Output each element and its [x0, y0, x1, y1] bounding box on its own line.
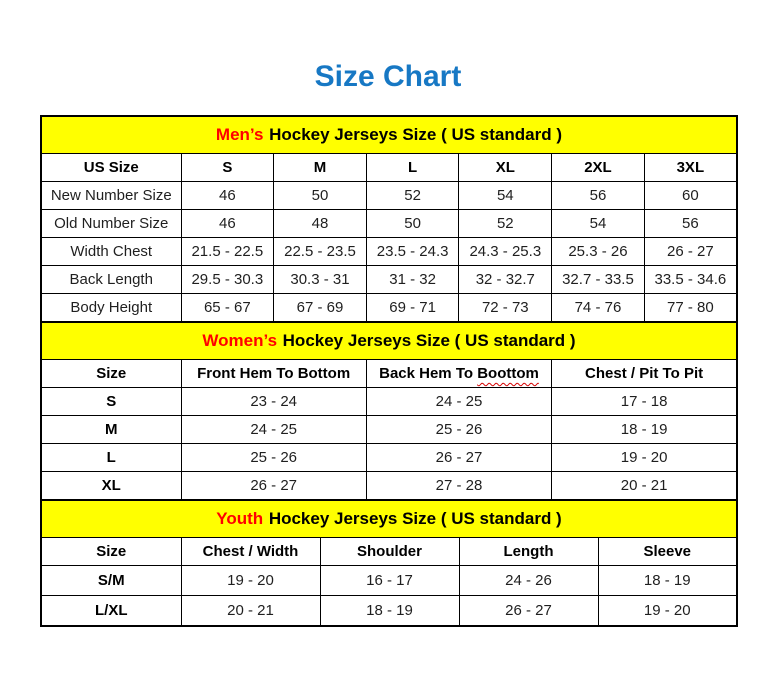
column-header: Size — [41, 360, 181, 388]
column-header: 2XL — [552, 154, 645, 182]
section-header-mens — [41, 116, 737, 154]
cell-value: 19 - 20 — [181, 566, 320, 596]
column-header: Size — [41, 538, 181, 566]
row-label: Width Chest — [41, 238, 181, 266]
cell-value: 69 - 71 — [366, 294, 459, 323]
section-header-highlight: Women’s — [202, 331, 278, 350]
cell-value: 25.3 - 26 — [552, 238, 645, 266]
table-row — [41, 182, 737, 210]
table-row — [41, 238, 737, 266]
section-header-highlight: Men’s — [215, 125, 264, 144]
section-header-womens — [41, 322, 737, 360]
section-header-youth — [41, 500, 737, 538]
cell-value: 52 — [366, 182, 459, 210]
cell-value: 30.3 - 31 — [274, 266, 367, 294]
row-label: Back Length — [41, 266, 181, 294]
cell-value: 32.7 - 33.5 — [552, 266, 645, 294]
cell-value: 56 — [644, 210, 737, 238]
cell-value: 26 - 27 — [366, 444, 551, 472]
cell-value: 24 - 25 — [181, 416, 366, 444]
cell-value: 17 - 18 — [552, 388, 737, 416]
row-label: L/XL — [41, 596, 181, 627]
table-row — [41, 416, 737, 444]
row-label: Old Number Size — [41, 210, 181, 238]
cell-value: 50 — [366, 210, 459, 238]
cell-value: 23 - 24 — [181, 388, 366, 416]
cell-value: 24 - 25 — [366, 388, 551, 416]
column-header: XL — [459, 154, 552, 182]
table-row — [41, 596, 737, 627]
table-row — [41, 566, 737, 596]
column-header-row — [41, 360, 737, 388]
size-table-youth — [40, 499, 738, 627]
cell-value: 27 - 28 — [366, 472, 551, 501]
cell-value: 56 — [552, 182, 645, 210]
misspelled-word: Boottom — [477, 365, 539, 382]
cell-value: 24.3 - 25.3 — [459, 238, 552, 266]
cell-value: 26 - 27 — [644, 238, 737, 266]
cell-value: 16 - 17 — [320, 566, 459, 596]
row-label: S/M — [41, 566, 181, 596]
table-row — [41, 210, 737, 238]
cell-value: 29.5 - 30.3 — [181, 266, 274, 294]
column-header: S — [181, 154, 274, 182]
section-header-text: Hockey Jerseys Size ( US standard ) — [282, 331, 576, 350]
row-label: L — [41, 444, 181, 472]
cell-value: 77 - 80 — [644, 294, 737, 323]
cell-value: 72 - 73 — [459, 294, 552, 323]
column-header: US Size — [41, 154, 181, 182]
column-header: L — [366, 154, 459, 182]
cell-value: 26 - 27 — [181, 472, 366, 501]
section-header-text: Hockey Jerseys Size ( US standard ) — [269, 125, 562, 144]
column-header: 3XL — [644, 154, 737, 182]
cell-value: 74 - 76 — [552, 294, 645, 323]
column-header: Chest / Width — [181, 538, 320, 566]
cell-value: 54 — [459, 182, 552, 210]
column-header: Length — [459, 538, 598, 566]
cell-value: 18 - 19 — [598, 566, 737, 596]
column-header-row — [41, 154, 737, 182]
cell-value: 19 - 20 — [552, 444, 737, 472]
column-header — [366, 360, 551, 388]
cell-value: 22.5 - 23.5 — [274, 238, 367, 266]
column-header-text: Back Hem To — [379, 365, 478, 382]
cell-value: 32 - 32.7 — [459, 266, 552, 294]
section-header-highlight: Youth — [216, 509, 264, 528]
cell-value: 31 - 32 — [366, 266, 459, 294]
cell-value: 65 - 67 — [181, 294, 274, 323]
row-label: Body Height — [41, 294, 181, 323]
cell-value: 20 - 21 — [181, 596, 320, 627]
cell-value: 24 - 26 — [459, 566, 598, 596]
table-row — [41, 294, 737, 323]
column-header: Sleeve — [598, 538, 737, 566]
cell-value: 50 — [274, 182, 367, 210]
table-row — [41, 388, 737, 416]
cell-value: 20 - 21 — [552, 472, 737, 501]
size-chart-page — [0, 60, 776, 627]
page-title: Size Chart — [314, 60, 462, 93]
column-header: M — [274, 154, 367, 182]
section-header-text: Hockey Jerseys Size ( US standard ) — [268, 509, 562, 528]
cell-value: 48 — [274, 210, 367, 238]
cell-value: 46 — [181, 182, 274, 210]
row-label: XL — [41, 472, 181, 501]
size-table-womens — [40, 321, 738, 501]
cell-value: 33.5 - 34.6 — [644, 266, 737, 294]
row-label: M — [41, 416, 181, 444]
column-header: Front Hem To Bottom — [181, 360, 366, 388]
cell-value: 52 — [459, 210, 552, 238]
cell-value: 18 - 19 — [552, 416, 737, 444]
column-header: Chest / Pit To Pit — [552, 360, 737, 388]
cell-value: 18 - 19 — [320, 596, 459, 627]
cell-value: 26 - 27 — [459, 596, 598, 627]
table-row — [41, 472, 737, 501]
row-label: S — [41, 388, 181, 416]
table-row — [41, 266, 737, 294]
size-table-mens — [40, 115, 738, 323]
cell-value: 21.5 - 22.5 — [181, 238, 274, 266]
cell-value: 25 - 26 — [181, 444, 366, 472]
cell-value: 54 — [552, 210, 645, 238]
cell-value: 67 - 69 — [274, 294, 367, 323]
cell-value: 46 — [181, 210, 274, 238]
cell-value: 19 - 20 — [598, 596, 737, 627]
size-tables — [40, 115, 736, 627]
cell-value: 60 — [644, 182, 737, 210]
cell-value: 25 - 26 — [366, 416, 551, 444]
column-header-row — [41, 538, 737, 566]
cell-value: 23.5 - 24.3 — [366, 238, 459, 266]
table-row — [41, 444, 737, 472]
row-label: New Number Size — [41, 182, 181, 210]
column-header: Shoulder — [320, 538, 459, 566]
